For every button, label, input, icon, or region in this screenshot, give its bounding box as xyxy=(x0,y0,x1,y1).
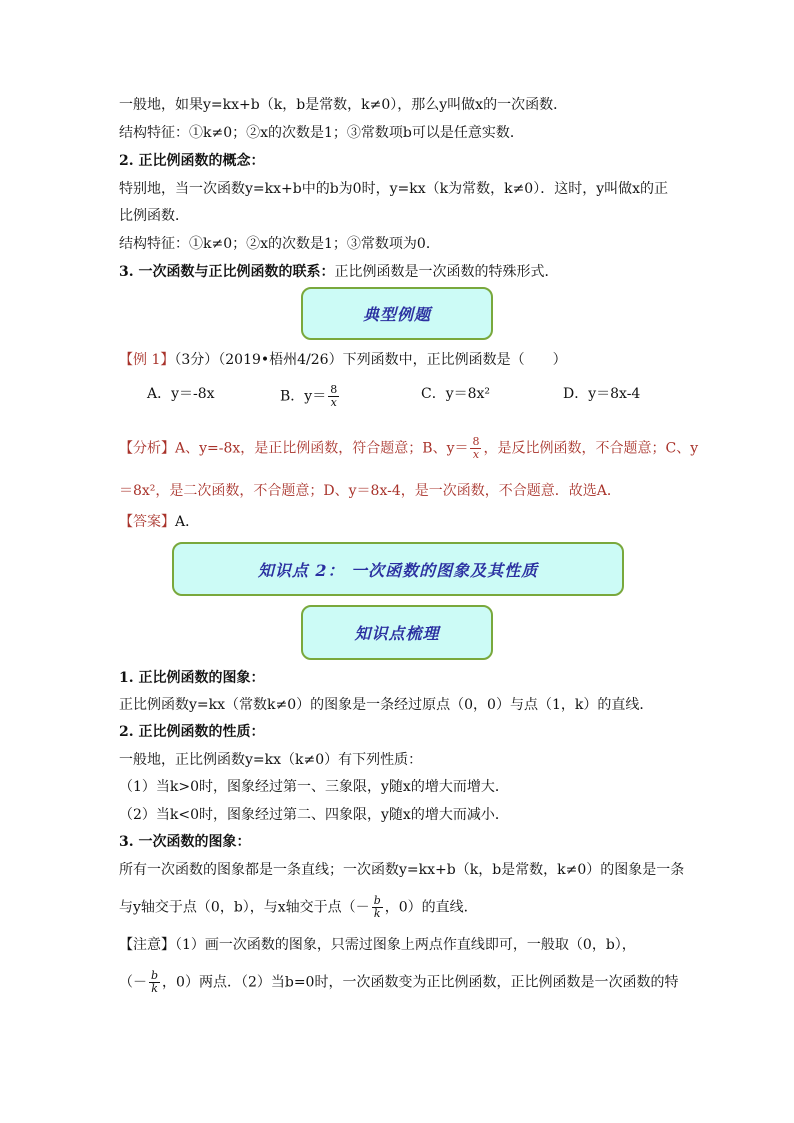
example-1-line xyxy=(119,350,567,370)
option-c: C．y＝8x² xyxy=(421,386,491,402)
analysis-part-1: A、y=-8x，是正比例函数，符合题意；B、y＝ xyxy=(175,440,469,457)
analysis-denominator: x xyxy=(472,448,480,461)
properties-intro-line: 一般地，正比例函数y=kx（k≠0）有下列性质： xyxy=(119,752,423,768)
option-d: D．y＝8x-4 xyxy=(563,386,641,402)
intercept-numerator: b xyxy=(373,894,381,907)
analysis-line-1 xyxy=(119,436,698,461)
analysis-part-2: ，是反比例函数，不合题意；C、y xyxy=(483,440,699,457)
option-b-denominator: x xyxy=(330,396,337,409)
answer-tag: 【答案】 xyxy=(119,514,175,530)
note-line-1 xyxy=(119,935,636,955)
heading-linear-graph: 3. 一次函数的图象： xyxy=(119,834,251,850)
section-box-typical-examples xyxy=(301,287,493,340)
structure-feature-line: 结构特征：①k≠0；②x的次数是1；③常数项b可以是任意实数． xyxy=(119,125,524,141)
note-numerator: b xyxy=(151,969,159,982)
note-text-2-pre: （－ xyxy=(119,974,147,991)
analysis-line-2: ＝8x²，是二次函数，不合题意；D、y＝8x-4，是一次函数，不合题意．故选A． xyxy=(119,483,621,499)
note-fraction xyxy=(149,970,160,995)
proportional-structure-line: 结构特征：①k≠0；②x的次数是1；③常数项为0． xyxy=(119,236,440,252)
analysis-tag: 【分析】 xyxy=(119,440,175,457)
analysis-numerator: 8 xyxy=(472,435,480,448)
example-tag: 【例 1】 xyxy=(119,352,175,368)
answer-text: A． xyxy=(175,514,200,530)
note-tag: 【注意】 xyxy=(119,937,175,953)
analysis-fraction xyxy=(470,436,481,461)
relation-text: 正比例函数是一次函数的特殊形式． xyxy=(334,264,559,280)
linear-graph-text-post: ，0）的直线． xyxy=(384,899,478,916)
intercept-denominator: k xyxy=(373,907,381,920)
relation-line xyxy=(119,262,559,282)
property-1-line: （1）当k>0时，图象经过第一、三象限，y随x的增大而增大． xyxy=(119,779,509,795)
proportional-definition-cont: 比例函数． xyxy=(119,208,189,224)
option-a: A．y＝-8x xyxy=(147,386,215,402)
answer-line xyxy=(119,512,199,532)
option-b xyxy=(280,384,341,409)
heading-proportional-concept: 2. 正比例函数的概念： xyxy=(119,153,265,169)
section-box-knowledge-summary xyxy=(301,605,493,660)
proportional-definition-line: 特别地，当一次函数y=kx+b中的b为0时，y=kx（k为常数，k≠0）．这时，y叫做x的正 xyxy=(119,181,669,197)
box-title: 知识点梳理 xyxy=(354,624,440,643)
linear-graph-line-2 xyxy=(119,895,478,920)
linear-graph-text-pre: 与y轴交于点（0，b），与x轴交于点（－ xyxy=(119,899,370,916)
note-denominator: k xyxy=(151,982,158,995)
heading-proportional-properties: 2. 正比例函数的性质： xyxy=(119,724,265,740)
note-text-1: （1）画一次函数的图象，只需过图象上两点作直线即可，一般取（0，b）， xyxy=(175,937,636,953)
heading-proportional-graph: 1. 正比例函数的图象： xyxy=(119,670,265,686)
definition-line: 一般地，如果y=kx+b（k，b是常数，k≠0），那么y叫做x的一次函数． xyxy=(119,97,568,113)
example-text: （3分）（2019•梧州4/26）下列函数中，正比例函数是（ ） xyxy=(174,352,567,368)
box-title: 知识点 2： 一次函数的图象及其性质 xyxy=(257,560,539,580)
option-b-fraction xyxy=(328,384,339,409)
box-title: 典型例题 xyxy=(362,305,431,324)
note-line-2 xyxy=(119,970,678,995)
heading-relation: 3. 一次函数与正比例函数的联系： xyxy=(119,264,335,280)
option-b-label: B．y＝ xyxy=(280,388,327,405)
linear-graph-line-1: 所有一次函数的图象都是一条直线；一次函数y=kx+b（k，b是常数，k≠0）的图象是一条 xyxy=(119,862,685,878)
note-text-2-post: ，0）两点．（2）当b=0时，一次函数变为正比例函数，正比例函数是一次函数的特 xyxy=(162,974,679,991)
option-b-numerator: 8 xyxy=(330,383,338,396)
property-2-line: （2）当k<0时，图象经过第二、四象限，y随x的增大而减小． xyxy=(119,807,509,823)
section-box-knowledge-point-2 xyxy=(172,542,624,596)
intercept-fraction xyxy=(372,895,383,920)
proportional-graph-line: 正比例函数y=kx（常数k≠0）的图象是一条经过原点（0，0）与点（1，k）的直线． xyxy=(119,697,654,713)
